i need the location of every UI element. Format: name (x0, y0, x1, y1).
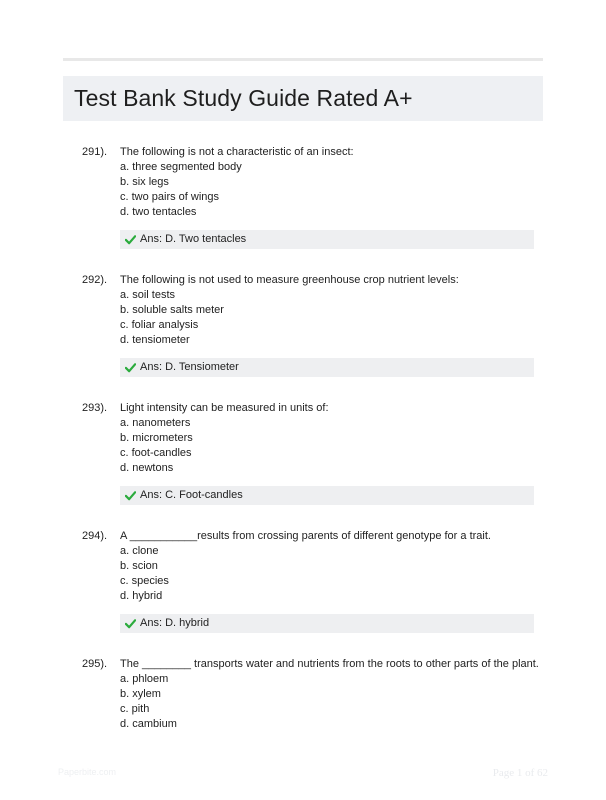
answer-box (120, 614, 534, 633)
option-c: c. foot-candles (120, 447, 192, 459)
option-d: d. cambium (120, 718, 177, 730)
question-text: Light intensity can be measured in units of: (120, 402, 329, 414)
option-b: b. soluble salts meter (120, 304, 224, 316)
option-b: b. scion (120, 560, 158, 572)
option-d: d. two tentacles (120, 206, 197, 218)
question-text: The ________ transports water and nutrients from the roots to other parts of the plant. (120, 658, 539, 670)
title-banner (63, 76, 543, 121)
answer-text: Ans: D. Tensiometer (140, 361, 239, 373)
option-a: a. clone (120, 545, 159, 557)
option-list (120, 544, 169, 604)
question-number: 291). (82, 146, 108, 158)
option-d: d. newtons (120, 462, 174, 474)
option-list (120, 672, 177, 732)
question-number: 294). (82, 530, 108, 542)
question-text: The following is not used to measure greenhouse crop nutrient levels: (120, 274, 459, 286)
option-c: c. foliar analysis (120, 319, 199, 331)
answer-box (120, 486, 534, 505)
check-icon (125, 362, 136, 373)
answer-box (120, 358, 534, 377)
option-d: d. hybrid (120, 590, 163, 602)
option-a: a. phloem (120, 673, 169, 685)
option-b: b. xylem (120, 688, 161, 700)
option-list (120, 288, 224, 348)
answer-text: Ans: D. hybrid (140, 617, 210, 629)
top-divider (63, 58, 543, 61)
answer-box (120, 230, 534, 249)
question-number: 292). (82, 274, 108, 286)
check-icon (125, 618, 136, 629)
option-c: c. two pairs of wings (120, 191, 220, 203)
option-c: c. pith (120, 703, 150, 715)
question-number: 293). (82, 402, 108, 414)
option-a: a. soil tests (120, 289, 176, 301)
option-b: b. micrometers (120, 432, 193, 444)
check-icon (125, 234, 136, 245)
page-number: Page 1 of 62 (492, 767, 548, 779)
option-a: a. three segmented body (120, 161, 242, 173)
option-a: a. nanometers (120, 417, 191, 429)
answer-text: Ans: C. Foot-candles (140, 489, 243, 501)
option-b: b. six legs (120, 176, 169, 188)
page-title: Test Bank Study Guide Rated A+ (74, 85, 413, 111)
footer-watermark: Paperbite.com (58, 767, 117, 777)
check-icon (125, 490, 136, 501)
option-list (120, 416, 193, 476)
option-d: d. tensiometer (120, 334, 190, 346)
option-c: c. species (120, 575, 169, 587)
question-text: A ___________results from crossing parents of different genotype for a trait. (120, 530, 491, 542)
question-number: 295). (82, 658, 108, 670)
option-list (120, 160, 242, 220)
question-text: The following is not a characteristic of an insect: (120, 146, 354, 158)
answer-text: Ans: D. Two tentacles (140, 233, 247, 245)
